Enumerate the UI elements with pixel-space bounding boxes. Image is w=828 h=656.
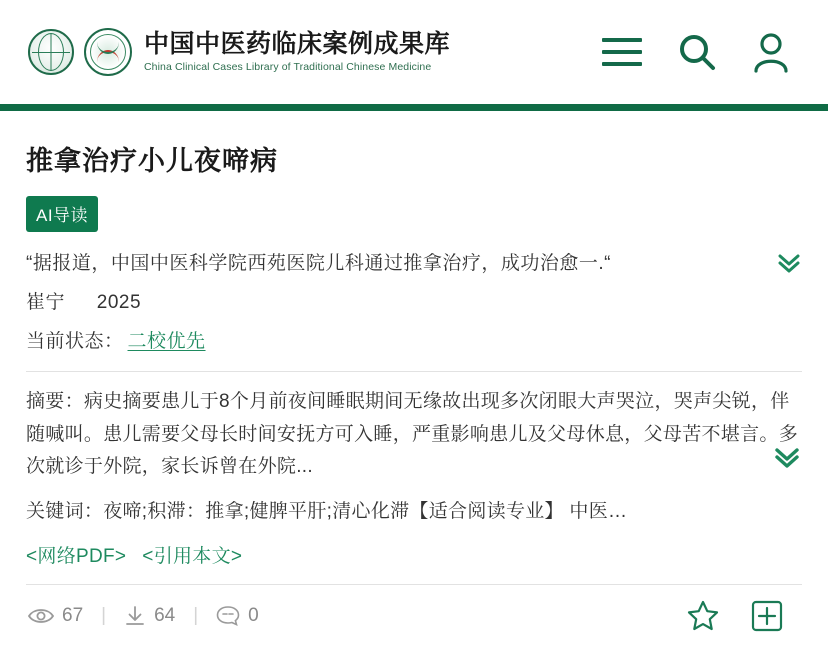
header-actions xyxy=(602,31,800,73)
search-icon xyxy=(676,31,718,73)
hamburger-icon xyxy=(602,38,642,66)
ai-badge-wrap xyxy=(26,196,802,232)
status-badge[interactable]: 二校优先 xyxy=(127,331,206,352)
network-pdf-link[interactable]: <网络PDF> xyxy=(26,546,127,568)
keywords-row: 关键词：夜啼;积滞：推拿;健脾平肝;清心化滞【适合阅读专业】 中医… xyxy=(26,501,628,523)
globe-icon xyxy=(28,29,74,75)
brand-logo[interactable] xyxy=(28,28,602,76)
menu-button[interactable] xyxy=(602,38,642,66)
divider-top xyxy=(26,371,802,372)
cite-article-link[interactable]: <引用本文> xyxy=(142,546,243,568)
user-account-button[interactable] xyxy=(752,31,790,73)
search-button[interactable] xyxy=(676,31,718,73)
abstract-block xyxy=(26,386,802,484)
article-card xyxy=(0,111,828,633)
brand-text xyxy=(144,31,450,74)
comments-stat xyxy=(216,605,259,627)
downloads-stat xyxy=(124,605,175,627)
abstract-label: 摘要： xyxy=(26,391,84,412)
status-label: 当前状态： xyxy=(26,331,124,352)
stats-row xyxy=(26,585,802,633)
downloads-count: 64 xyxy=(154,605,176,627)
user-icon xyxy=(752,31,790,73)
ai-summary-row xyxy=(26,248,802,275)
header-accent-bar xyxy=(0,104,828,111)
stat-separator-1: | xyxy=(101,605,107,627)
article-actions xyxy=(686,599,800,633)
ai-summary-expand-chevron-down-icon[interactable] xyxy=(776,250,802,274)
stat-separator-2: | xyxy=(193,605,199,627)
eye-icon xyxy=(28,606,54,626)
brand-title-en: China Clinical Cases Library of Traditional Chinese Medicine xyxy=(144,61,432,74)
article-links xyxy=(26,541,802,568)
favorite-star-icon[interactable] xyxy=(686,599,720,633)
author-name[interactable]: 崔宁 xyxy=(26,292,66,313)
brand-title-cn: 中国中医药临床案例成果库 xyxy=(144,29,451,58)
add-to-list-icon[interactable] xyxy=(750,599,784,633)
abstract-text: 病史摘要患儿于8个月前夜间睡眠期间无缘故出现多次闭眼大声哭泣，哭声尖锐，伴随喊叫。患儿需要父母长时间安抚方可入睡，严重影响患儿及父母休息，父母苦不堪言。多次就诊于外院，家长诉曾在外院... xyxy=(26,391,799,478)
views-stat xyxy=(28,605,83,627)
page-title: 推拿治疗小儿夜啼病 xyxy=(26,146,278,176)
author-row xyxy=(26,287,802,314)
seal-icon xyxy=(84,28,132,76)
ai-summary-badge[interactable]: AI导读 xyxy=(26,196,98,232)
comment-icon xyxy=(216,605,240,627)
abstract-expand-chevron-down-icon[interactable] xyxy=(766,444,802,482)
site-header xyxy=(0,0,828,104)
publication-year: 2025 xyxy=(96,292,142,313)
status-row xyxy=(26,326,802,353)
comments-count: 0 xyxy=(248,605,259,627)
views-count: 67 xyxy=(62,605,84,627)
ai-summary-text: “据报道，中国中医科学院西苑医院儿科通过推拿治疗，成功治愈一.“ xyxy=(26,253,611,274)
download-icon xyxy=(124,605,146,627)
